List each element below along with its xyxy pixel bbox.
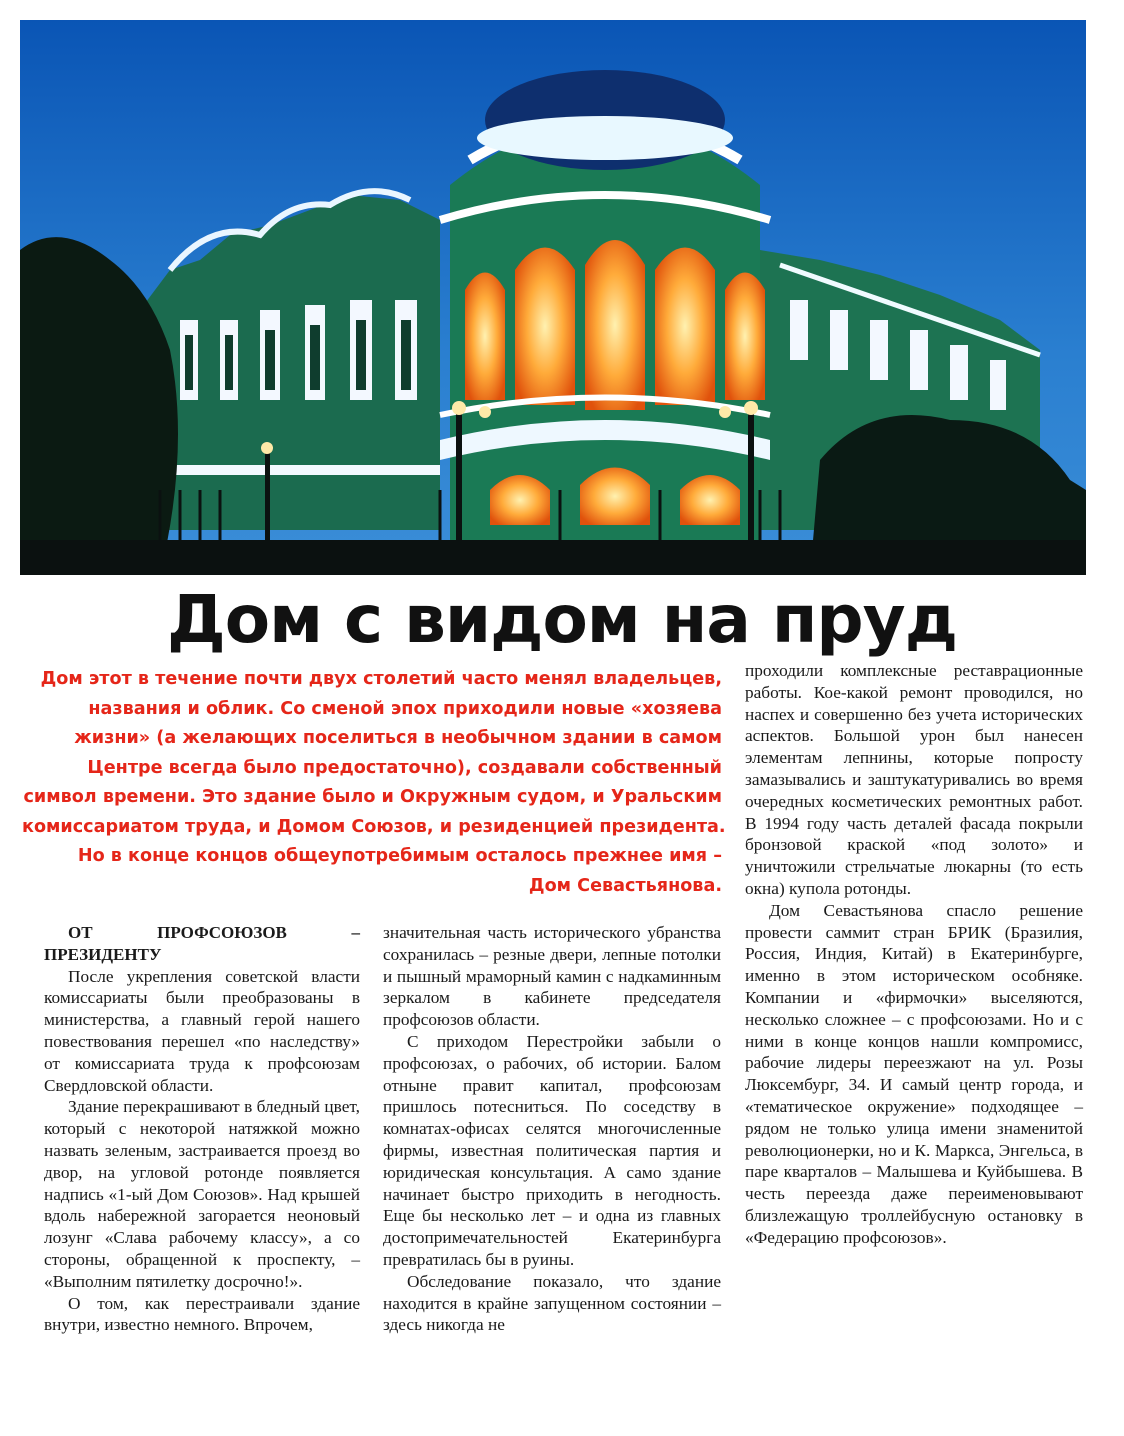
paragraph: проходили комплексные реставрационные работы. Кое-какой ремонт проводился, но наспех и совершенно без учета исторических аспектов. Большой урон был нанесен элементам лепнины, которые попросту замазывались и заштукатуривались во время очередных косметических ремонтных работ. В 1994 году часть деталей фасада покрыли бронзовой краской «под золото» и уничтожили стрельчатые люкарны (то есть окна) купола ротонды. [745, 661, 1083, 898]
article-column-1 [44, 922, 360, 1336]
paragraph: Здание перекрашивают в бледный цвет, который с некоторой натяжкой можно назвать зеленым, застраивается проезд во двор, на угловой ротонде появляется надпись «1-ый Дом Союзов». Над крышей вдоль набережной загорается неоновый лозунг «Слава рабочему классу», а со стороны, обращенной к проспекту, – «Выполним пятилетку досрочно!». [44, 1097, 360, 1291]
paragraph: О том, как перестраивали здание внутри, известно немного. Впрочем, [44, 1293, 360, 1335]
headline: Дом с видом на пруд [166, 581, 957, 658]
lead-line: Центре всегда было предостаточно), создавали собственный [87, 757, 722, 778]
lead-line: комиссариатом труда, и Домом Союзов, и резиденцией президента. [22, 816, 726, 837]
lead-line: жизни» (а желающих поселиться в необычном здании в самом [74, 728, 722, 748]
lead-line: названия и облик. Со сменой эпох приходили новые «хозяева [88, 698, 722, 719]
paragraph: С приходом Перестройки забыли о профсоюзах, о рабочих, об истории. Балом отныне правит капитал, профсоюзам пришлось потесниться. По соседству в комнатах-офисах селятся многочисленные фирмы, известная политическая партия и юридическая консультация. А само здание начинает быстро приходить в негодность. Еще бы несколько лет – и одна из главных достопримечательностей Екатеринбурга превратилась бы в руины. [383, 1031, 721, 1269]
lead-line: Дом Севастьянова. [528, 875, 722, 896]
lead-line: Дом этот в течение почти двух столетий часто менял владельцев, [40, 669, 722, 689]
section-subhead: ОТ ПРОФСОЮЗОВ – ПРЕЗИДЕНТУ [44, 923, 360, 964]
paragraph: Обследование показало, что здание находится в крайне запущенном состоянии – здесь никогда не [383, 1271, 721, 1335]
paragraph: Дом Севастьянова спасло решение провести саммит стран БРИК (Бразилия, Россия, Индия, Китай) в Екатеринбурге, именно в этом историческом особняке. Компании и «фирмочки» выселяются, несколько сложнее – с профсоюзами. Но и с ними в конце концов нашли компромисс, рабочие лидеры переезжают на ул. Розы Люксембург, 34. И самый центр города, и «тематическое окружение» подходящее – рядом не только улица имени знаменитой революционерки, но и К. Маркса, Энгельса, в паре кварталов – Малышева и Куйбышева. В честь переезда даже переименовывают близлежащую троллейбусную остановку в «Федерацию профсоюзов». [745, 900, 1083, 1247]
lead-paragraph [22, 665, 726, 901]
paragraph: значительная часть исторического убранства сохранилась – резные двери, лепные потолки и пышный мраморный камин с надкаминным зеркалом в кабинете председателя профсоюзов области. [383, 923, 721, 1030]
paragraph: После укрепления советской власти комиссариаты были преобразованы в министерства, а главный герой нашего повествования перешел «по наследству» от комиссариата труда к профсоюзам Свердловской области. [44, 966, 360, 1095]
lead-line: Но в конце концов общеупотребимым осталось прежнее имя – [77, 846, 722, 866]
lead-line: символ времени. Это здание было и Окружным судом, и Уральским [23, 787, 722, 807]
article-column-2 [383, 922, 721, 1336]
building-photo [20, 20, 1086, 575]
building-illustration [20, 20, 1086, 575]
article-column-3 [745, 660, 1083, 1249]
